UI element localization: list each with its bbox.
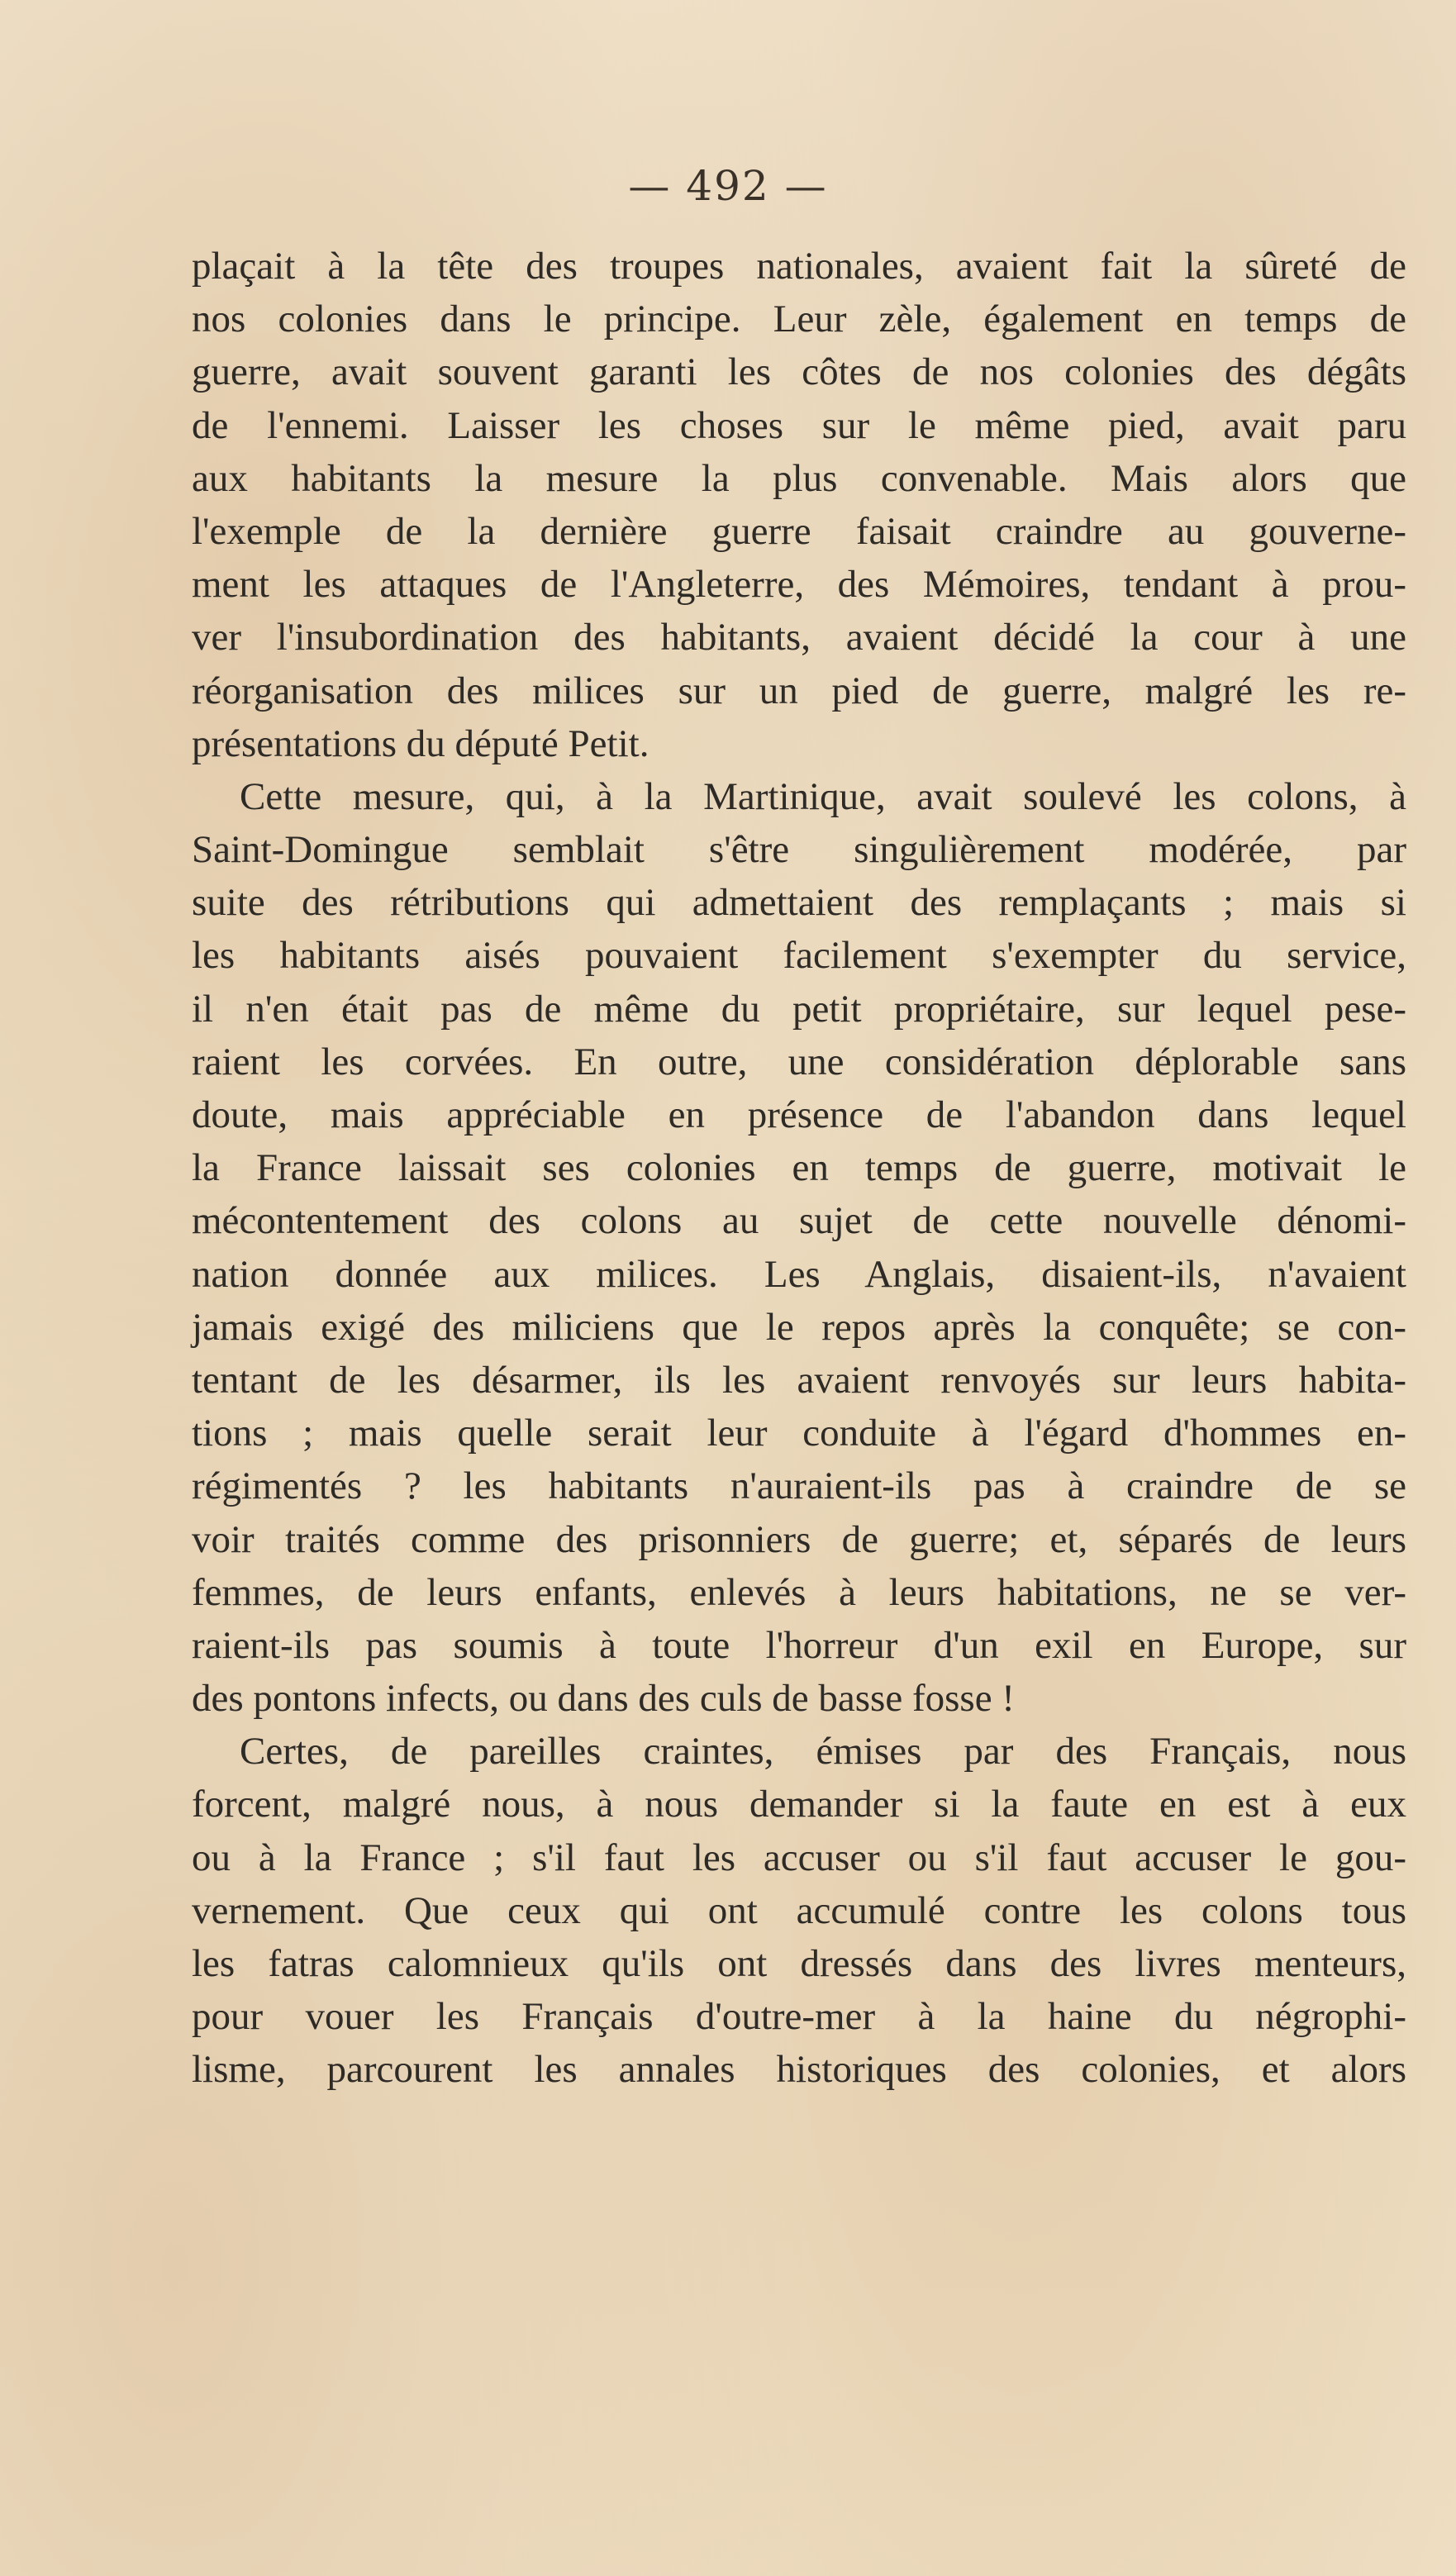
text-line: mécontentement des colons au sujet de cette nouvelle dénomi- (192, 1199, 1406, 1243)
text-line: ment les attaques de l'Angleterre, des Mémoires, tendant à prou- (192, 563, 1406, 607)
text-line: raient les corvées. En outre, une considération déplorable sans (192, 1040, 1406, 1083)
text-line: la France laissait ses colonies en temps de guerre, motivait le (192, 1146, 1406, 1190)
text-line: lisme, parcourent les annales historiques des colonies, et alors (192, 2048, 1406, 2092)
paragraph-3 (192, 1725, 1406, 2096)
text-line: réorganisation des milices sur un pied de guerre, malgré les re- (192, 669, 1406, 712)
text-line: les fatras calomnieux qu'ils ont dressés dans des livres menteurs, (192, 1942, 1406, 1985)
text-line: vernement. Que ceux qui ont accumulé contre les colons tous (192, 1888, 1406, 1932)
text-line: pour vouer les Français d'outre-mer à la haine du négrophi- (192, 1995, 1406, 2039)
text-line: tentant de les désarmer, ils les avaient renvoyés sur leurs habita- (192, 1358, 1406, 1402)
text-line: Saint-Domingue semblait s'être singulièrement modérée, par (192, 828, 1406, 872)
text-line: ou à la France ; s'il faut les accuser ou s'il faut accuser le gou- (192, 1836, 1406, 1879)
text-line: de l'ennemi. Laisser les choses sur le même pied, avait paru (192, 403, 1406, 447)
text-line: raient-ils pas soumis à toute l'horreur d'un exil en Europe, sur (192, 1623, 1406, 1667)
text-line: ver l'insubordination des habitants, avaient décidé la cour à une (192, 616, 1406, 659)
text-line: doute, mais appréciable en présence de l'abandon dans lequel (192, 1093, 1406, 1136)
text-line: voir traités comme des prisonniers de guerre; et, séparés de leurs (192, 1517, 1406, 1561)
text-line: nation donnée aux milices. Les Anglais, disaient-ils, n'avaient (192, 1252, 1406, 1296)
text-line: l'exemple de la dernière guerre faisait craindre au gouverne- (192, 509, 1406, 553)
text-line: régimentés ? les habitants n'auraient-ils pas à craindre de se (192, 1464, 1406, 1508)
text-line: Certes, de pareilles craintes, émises par des Français, nous (240, 1730, 1406, 1774)
text-line: il n'en était pas de même du petit propriétaire, sur lequel pese- (192, 987, 1406, 1031)
text-line: plaçait à la tête des troupes nationales, avaient fait la sûreté de (192, 245, 1406, 288)
text-line: nos colonies dans le principe. Leur zèle, également en temps de (192, 298, 1406, 341)
paragraph-2 (192, 770, 1406, 1725)
text-line: jamais exigé des miliciens que le repos après la conquête; se con- (192, 1305, 1406, 1349)
text-line: présentations du député Petit. (192, 721, 649, 765)
text-line: tions ; mais quelle serait leur conduite à l'égard d'hommes en- (192, 1412, 1406, 1455)
text-line: suite des rétributions qui admettaient des remplaçants ; mais si (192, 881, 1406, 925)
page-number: — 492 — (628, 162, 828, 210)
paragraph-1 (192, 240, 1406, 770)
body-text (192, 240, 1406, 2097)
text-line: femmes, de leurs enfants, enlevés à leurs habitations, ne se ver- (192, 1570, 1406, 1614)
text-line: forcent, malgré nous, à nous demander si la faute en est à eux (192, 1783, 1406, 1826)
text-line: les habitants aisés pouvaient facilement s'exempter du service, (192, 934, 1406, 978)
text-line: guerre, avait souvent garanti les côtes de nos colonies des dégâts (192, 350, 1406, 394)
text-line: Cette mesure, qui, à la Martinique, avait soulevé les colons, à (240, 774, 1406, 818)
text-line: des pontons infects, ou dans des culs de basse fosse ! (192, 1677, 1015, 1721)
text-line: aux habitants la mesure la plus convenable. Mais alors que (192, 456, 1406, 500)
